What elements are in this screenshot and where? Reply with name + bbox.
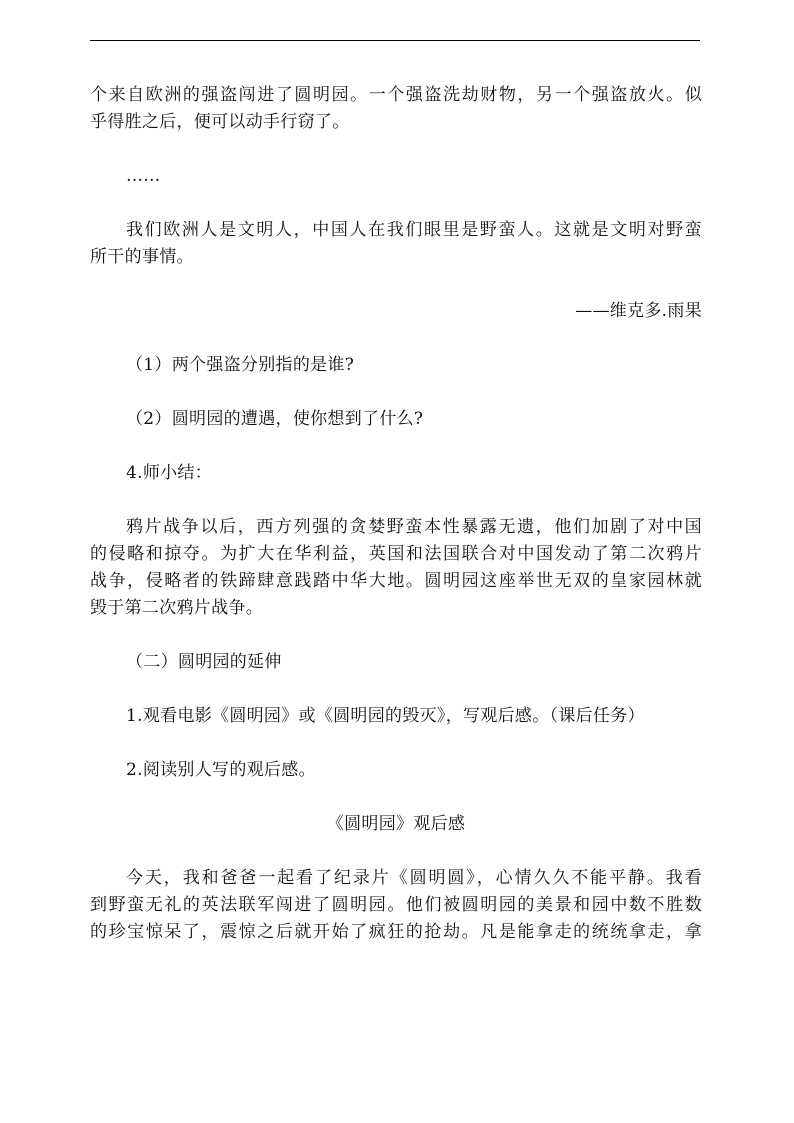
section-heading-extension: （二）圆明园的延伸 xyxy=(126,652,282,672)
paragraph-essay xyxy=(90,865,702,946)
text-line: 鸦片战争以后，西方列强的贪婪野蛮本性暴露无遗，他们加剧了对中国 xyxy=(126,517,702,537)
text-line: 个来自欧洲的强盗闯进了圆明园。一个强盗洗劫财物，另一个强盗放火。似 xyxy=(90,85,702,105)
text-line: 战争，侵略者的铁蹄肆意践踏中华大地。圆明园这座举世无双的皇家园林就 xyxy=(90,571,702,591)
text-line: 到野蛮无礼的英法联军闯进了圆明园。他们被圆明园的美景和园中数不胜数 xyxy=(90,895,702,915)
text-line: 的侵略和掠夺。为扩大在华利益，英国和法国联合对中国发动了第二次鸦片 xyxy=(90,544,702,564)
essay-title: 《圆明园》观后感 xyxy=(326,814,466,834)
task-2: 2.阅读别人写的观后感。 xyxy=(126,760,316,780)
teacher-summary-heading: 4.师小结： xyxy=(126,463,213,483)
text-line: 我们欧洲人是文明人，中国人在我们眼里是野蛮人。这就是文明对野蛮 xyxy=(126,220,702,240)
paragraph-summary xyxy=(90,514,702,622)
paragraph-civilization xyxy=(90,217,702,271)
text-line: 乎得胜之后，便可以动手行窃了。 xyxy=(90,112,350,132)
text-line: 毁于第二次鸦片战争。 xyxy=(90,598,263,618)
text-line: 今天，我和爸爸一起看了纪录片《圆明圆》，心情久久不能平静。我看 xyxy=(126,868,702,888)
quote-attribution: ——维克多.雨果 xyxy=(575,301,702,321)
text-line: 所干的事情。 xyxy=(90,247,194,267)
task-1: 1.观看电影《圆明园》或《圆明园的毁灭》，写观后感。（课后任务） xyxy=(126,706,645,726)
document-body xyxy=(90,82,702,946)
ellipsis: …… xyxy=(126,166,161,186)
paragraph-robbers xyxy=(90,82,702,136)
header-rule xyxy=(90,40,700,41)
question-1: （1）两个强盗分别指的是谁? xyxy=(126,355,355,375)
text-line: 的珍宝惊呆了，震惊之后就开始了疯狂的抢劫。凡是能拿走的统统拿走，拿 xyxy=(90,922,702,942)
question-2: （2）圆明园的遭遇，使你想到了什么? xyxy=(126,409,424,429)
